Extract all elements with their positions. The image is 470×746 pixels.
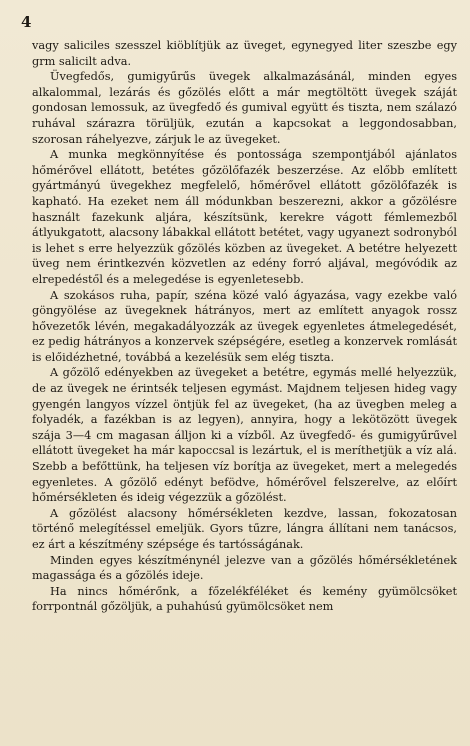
paragraph-2: Üvegfedős, gumigyűrűs üvegek alkalmazásánál, minden egyes alkalommal, lezárás és gőzölés előtt a már megtöltött üvegek száját gondosan lemossuk, az üvegfedő és gumival együtt és tiszta, nem szálazó ruhával szárazra törüljük, ezután a kapcsokat a leggondosabban, szorosan ráhelyezve, zárjuk le az üvegeket. bbox=[32, 70, 457, 146]
paragraph-5: A gőzölő edényekben az üvegeket a betétre, egymás mellé helyezzük, de az üvegek ne érintsék teljesen egymást. Majdnem teljesen hideg vagy gyengén langyos vízzel öntjük fel az üvegeket, (ha az üvegben meleg a folyadék, a fazékban is az legyen), annyira, hogy a lekötözött üvegek szája 3—4 cm magasan álljon ki a vízből. Az üvegfedő- és gumigyűrűvel ellátott üvegeket ha már kapoccsal is lezártuk, el is meríthetjük a víz alá. Szebb a befőttünk, ha teljesen víz borítja az üvegeket, mert a melegedés egyenletes. A gőzölő edényt befödve, hőmérővel felszerelve, az előírt hőmérsékleten és ideig végezzük a gőzölést. bbox=[32, 366, 457, 505]
paragraph-6: A gőzölést alacsony hőmérsékleten kezdve, lassan, fokozatosan történő melegítéssel emeljük. Gyors tűzre, lángra állítani nem tanácsos, ez árt a készítmény szépsége és tartósságának. bbox=[32, 506, 457, 551]
paragraph-1: vagy saliciles szesszel kiöblítjük az üveget, egynegyed liter szeszbe egy grm salicilt adva. bbox=[32, 39, 457, 68]
paragraph-8: Ha nincs hőmérőnk, a főzelékféléket és kemény gyümölcsöket forrpontnál gőzöljük, a puhahúsú gyümölcsöket nem bbox=[32, 584, 457, 614]
page-number: 4 bbox=[21, 13, 32, 31]
paragraph-4: A szokásos ruha, papír, széna közé való ágyazása, vagy ezekbe való göngyölése az üvegeknek hátrányos, mert az említett anyagok rossz hővezetők lévén, megakadályozzák az üvegek egyenletes átmelegedését, ez pedig hátrányos a konzervek szépségére, esetleg a konzervek romlását is előidézhetné, továbbá a kezelésük sem elég tiszta. bbox=[32, 288, 457, 364]
body-text bbox=[32, 38, 457, 615]
paragraph-3: A munka megkönnyítése és pontossága szempontjából ajánlatos hőmérővel ellátott, betétes gőzölőfazék beszerzése. Az előbb említett gyártmányú üvegekhez megfelelő, hőmérővel ellátott gőzölőfazék is kapható. Ha ezeket nem áll módunkban beszerezni, akkor a gőzölésre használt fazekunk aljára, készítsünk, kerekre vágott fémlemezből átlyukgatott, alacsony lábakkal ellátott betétet, vagy ugyanezt sodronyból is lehet s erre helyezzük gőzölés közben az üvegeket. A betétre helyezett üveg nem érintkezvén közvetlen az edény forró aljával, megóvódik az elrepedéstől és a melegedése is egyenletesebb. bbox=[32, 148, 457, 286]
paragraph-7: Minden egyes készítménynél jelezve van a gőzölés hőmérsékletének magassága és a gőzölés ideje. bbox=[32, 553, 457, 583]
